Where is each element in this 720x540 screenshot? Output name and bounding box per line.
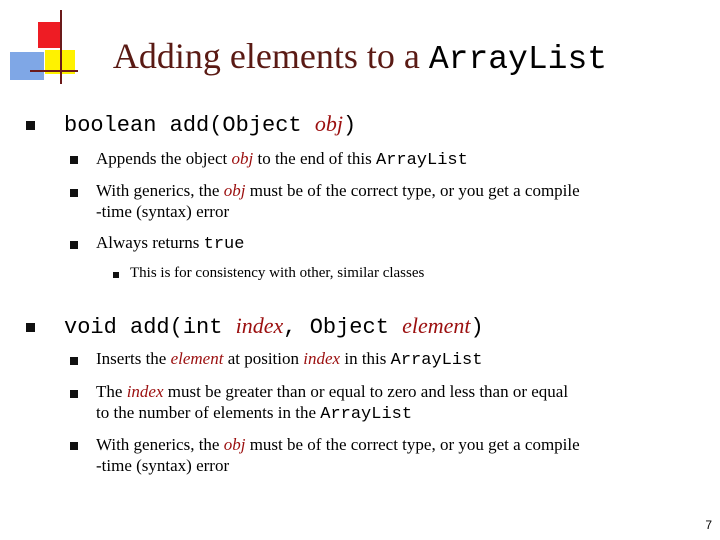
method-signature: boolean add(Object obj) xyxy=(64,111,357,138)
point-text: Inserts the element at position index in this ArrayList xyxy=(96,349,483,370)
title-text: Adding elements to a xyxy=(112,36,429,76)
bullet-icon xyxy=(70,390,78,398)
bullet-icon xyxy=(113,272,119,278)
bullet-icon xyxy=(26,121,35,130)
point-text: -time (syntax) error xyxy=(96,202,230,221)
point-text: Always returns true xyxy=(96,233,245,254)
bullet-icon xyxy=(70,357,78,365)
title-code: ArrayList xyxy=(428,41,608,78)
sub-point-text: This is for consistency with other, similar classes xyxy=(130,265,425,281)
bullet-icon xyxy=(70,442,78,450)
point-text: The index must be greater than or equal to zero and less than or equal xyxy=(96,382,569,401)
slide-title xyxy=(0,34,720,82)
bullet-icon xyxy=(26,323,35,332)
point-text: Appends the object obj to the end of this ArrayList xyxy=(96,149,468,170)
bullet-icon xyxy=(70,156,78,164)
bullet-icon xyxy=(70,241,78,249)
point-text: to the number of elements in the ArrayList xyxy=(96,403,413,424)
point-text: -time (syntax) error xyxy=(96,456,230,475)
bullet-icon xyxy=(70,189,78,197)
method-signature: void add(int index, Object element) xyxy=(64,313,484,340)
point-text: With generics, the obj must be of the correct type, or you get a compile xyxy=(96,181,580,200)
page-number: 7 xyxy=(705,518,712,532)
point-text: With generics, the obj must be of the correct type, or you get a compile xyxy=(96,435,580,454)
